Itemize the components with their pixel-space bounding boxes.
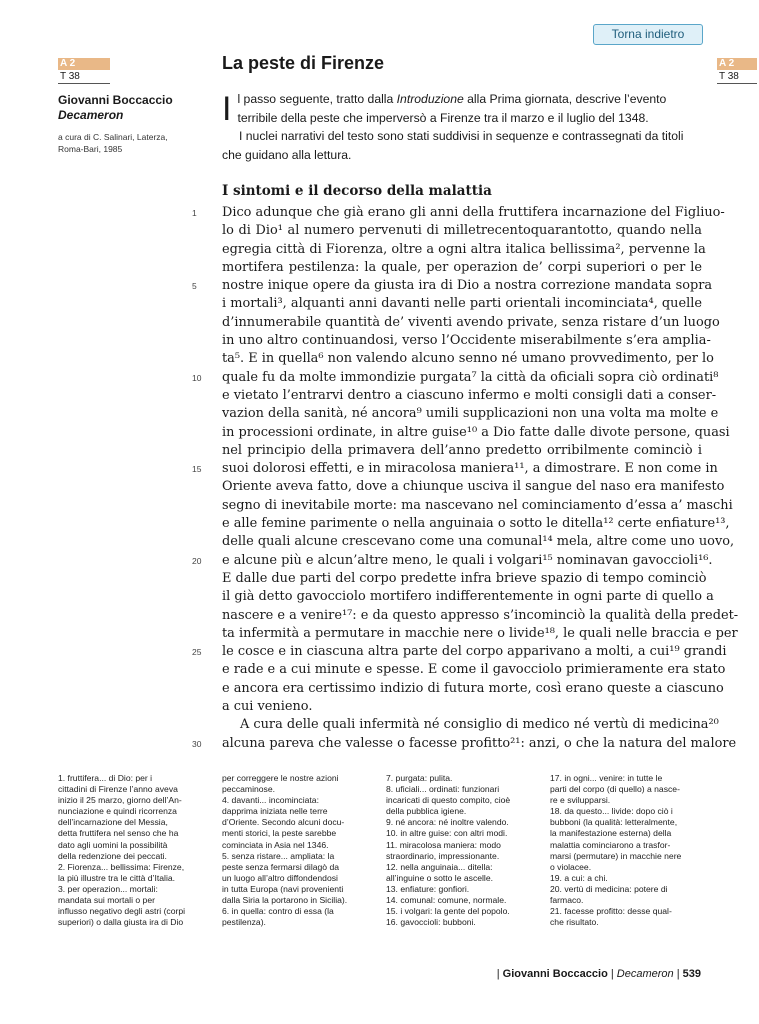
text-line [222,698,702,716]
page-number: 539 [682,968,701,980]
text-line [222,661,726,679]
page-title: La peste di Firenze [222,53,385,73]
notes-column-2 [222,773,372,928]
line-text: alcuna pareva che valesse o facesse profitto²¹: anzi, o che la natura del malore [222,735,737,751]
note-line: 15. i volgari: la gente del popolo. [386,906,510,917]
text-line [222,497,733,515]
unit-badge-right [717,58,757,84]
author-block [58,93,208,123]
line-text: segno di inevitabile morte: ma nascevano nel cominciamento d’essa a’ maschi [222,497,733,513]
note-line: la più illustre tra le città d’Italia. [58,872,176,883]
line-text: e alle femine parimente o nella anguinaia o sotto le ditella¹² certe enfiature¹³, [222,516,730,532]
footer-author: Giovanni Boccaccio [502,968,608,980]
text-line [192,460,718,478]
note-line: 19. a cui: a chi. [550,872,608,883]
text-line [222,570,707,588]
line-text: nascere e a venire¹⁷: e da questo appresso s’incominciò la qualità della predet- [222,607,739,623]
note-line: 12. nella anguinaia... ditella: [386,861,493,872]
line-text: ta infermità a permutare in macchie nere o livide¹⁸, le quali nelle braccia e per [222,625,738,641]
note-line: dalla Siria la portarono in Sicilia). [222,895,348,906]
text-line [222,625,738,643]
notes-column-1 [58,773,208,928]
text-line [222,314,720,332]
note-line: 16. gavoccioli: bubboni. [386,917,476,928]
note-line: 21. facesse profitto: desse qual- [550,906,672,917]
text-line [222,350,714,368]
note-line: cominciata in Asia nel 1346. [222,839,329,850]
intro-drop-letter: I [222,90,232,128]
intro-paragraph-2: I nuclei narrativi del testo sono stati suddivisi in sequenze e contrassegnati da titoli che guidano alla lettura. [222,129,684,162]
notes-column-3 [386,773,536,928]
line-text: nel principio della primavera dell’anno predetto orribilmente cominciò i [222,442,702,458]
line-text: e vietato l’entrarvi dentro a ciascuno infermo e molti consigli dati a conser- [222,387,717,403]
unit-label: A 2 [717,58,757,70]
note-line: mandata sui mortali o per [58,895,155,906]
note-line: 7. purgata: pulita. [386,773,453,783]
line-text: in processioni ordinate, in altre guise¹⁰ a Dio fatte dalle divote persone, quasi [222,424,730,440]
note-line: 10. in altre guise: con altri modi. [386,828,508,839]
note-line: della redenzione dei peccati. [58,850,167,861]
note-line: un luogo all’altro diffondendosi [222,872,338,883]
line-text: e ancora era certissimo indizio di futura morte, così erano queste a ciascuno [222,680,724,696]
note-line: o violacee. [550,861,592,872]
note-line: all’inguine o sotto le ascelle. [386,872,494,883]
text-line [222,259,702,277]
note-line: bubboni (la qualità: letteralmente, [550,817,678,828]
author-name: Giovanni Boccaccio [58,93,173,107]
text-line [222,295,702,313]
note-line: che risultato. [550,917,599,928]
text-line [222,533,735,551]
note-line: 5. senza ristare... ampliata: la [222,850,335,861]
text-line [222,680,724,698]
text-line [222,515,730,533]
text-line [192,735,737,753]
line-number: 15 [192,464,202,475]
note-line: in tutta Europa (navi provenienti [222,883,344,894]
line-text: suoi dolorosi effetti, e in miracolosa maniera¹¹, a dimostrare. E non come in [222,461,718,477]
text-line [192,643,727,661]
line-number: 10 [192,372,202,383]
line-text: egregia città di Fiorenza, oltre a ogni altra italica bellissima², pervenne la [222,241,706,257]
text-line [222,588,714,606]
line-text: i mortali³, alquanti anni davanti nelle parti orientali incominciata⁴, quelle [222,296,702,312]
line-text: il già detto gavocciolo mortifero indifferentemente in ogni parte di quello a [222,589,714,605]
note-line: 14. comunal: comune, normale. [386,895,507,906]
note-line: la manifestazione esterna) della [550,828,672,839]
footer-work: Decameron [616,968,674,980]
unit-badge-left [58,58,110,84]
text-number: T 38 [58,70,110,84]
unit-label: A 2 [58,58,110,70]
text-line [222,442,702,460]
line-number: 1 [192,208,197,218]
note-line: incaricati di questo compito, cioè [386,795,511,806]
note-line: malattia cominciarono a trasfor- [550,839,671,850]
note-line: 6. in quella: contro di essa (la [222,906,334,917]
text-line [192,369,719,387]
line-text: ta⁵. E in quella⁶ non valendo alcuno senno né umano provvedimento, per lo [222,351,714,367]
line-text: Oriente aveva fatto, dove a chiunque usciva il sangue del naso era manifesto [222,479,725,495]
line-text: mortifera pestilenza: la quale, per operazion de’ corpi superiori o per le [222,259,702,275]
text-line [222,241,706,259]
note-line: menti storici, la peste sarebbe [222,828,337,839]
text-line [222,478,725,496]
section-heading: I sintomi e il decorso della malattia [222,183,492,199]
line-number: 5 [192,281,197,292]
line-text: Dico adunque che già erano gli anni della fruttifera incarnazione del Figliuo- [222,205,725,220]
line-number: 25 [192,647,202,658]
text-line [222,424,730,442]
text-line [192,277,713,295]
back-button[interactable]: Torna indietro [593,24,703,45]
line-text: lo di Dio¹ al numero pervenuti di milletrecentoquarantotto, quando nella [222,223,702,239]
text-line [222,387,717,405]
note-line: d’Oriente. Secondo alcuni docu- [222,817,345,828]
work-title: Decameron [58,108,124,122]
line-text: e alcune più e alcun’altre meno, le quali i volgari¹⁵ nominavan gavoccioli¹⁶. [222,552,713,568]
note-line: 11. miracolosa maniera: modo [386,839,501,850]
text-number: T 38 [717,70,757,84]
line-text: vazion della sanità, né ancora⁹ umili supplicazioni non una volta ma molte e [222,406,719,422]
note-line: superiori) o dalla giusta ira di Dio [58,917,184,928]
text-line [222,607,739,625]
line-text: le cosce e in ciascuna altra parte del corpo apparivano a molti, a cui¹⁹ grandi [222,644,727,660]
note-line: per correggere le nostre azioni [222,773,339,783]
note-line: 2. Fiorenza... bellissima: Firenze, [58,861,185,872]
note-line: 9. né ancora: né inoltre valendo. [386,817,509,828]
intro-text: Il passo seguente, tratto dalla Introduzione alla Prima giornata, descrive l’evento terribile della peste che imperversò a Firenze tra il marzo e il luglio del 1348. I nuclei narrativi del testo sono stati suddivisi in sequenze e contrassegnati da titoli che guidano alla lettura. [222,90,702,164]
note-line: inizio il 25 marzo, giorno dell’An- [58,795,182,806]
note-line: 13. enfiature: gonfiori. [386,883,470,894]
note-line: straordinario, impressionante. [386,850,500,861]
line-text: delle quali alcune crescevano come una comunal¹⁴ mela, altre come uno uovo, [222,534,735,550]
note-line: dapprima iniziata nelle terre [222,806,328,817]
note-line: detta fruttifera nel senso che ha [58,828,179,839]
line-text: A cura delle quali infermità né consiglio di medico né vertù di medicina²⁰ [240,717,719,733]
note-line: influsso negativo degli astri (corpi [58,906,186,917]
note-line: nunciazione e quindi ricorrenza [58,806,177,817]
note-line: 17. in ogni... venire: in tutte le [550,773,663,783]
note-line: peccaminose. [222,784,276,795]
notes-column-4 [550,773,700,928]
note-line: 18. da questo... livide: dopo ciò i [550,806,673,817]
line-text: E dalle due parti del corpo predette infra brieve spazio di tempo cominciò [222,570,707,586]
note-line: parti del corpo (di quello) a nasce- [550,784,680,795]
sequence-marker: 1 [208,185,230,225]
line-text: d’innumerabile quantità de’ viventi avendo private, senza ristare d’un luogo [222,314,720,330]
note-line: pestilenza). [222,917,266,928]
line-text: in uno altro continuandosi, verso l’Occidente miserabilmente s’era amplia- [222,333,711,349]
line-text: quale fu da molte immondizie purgata⁷ la città da oficiali sopra ciò ordinati⁸ [222,369,719,385]
note-line: 3. per operazion... mortali: [58,883,158,894]
line-number: 20 [192,555,202,566]
note-line: marsi (permutare) in macchie nere [550,850,682,861]
text-line [222,716,719,734]
note-line: cittadini di Firenze l’anno aveva [58,784,178,795]
note-line: 4. davanti... incominciata: [222,795,319,806]
note-line: dell’incarnazione del Messia, [58,817,168,828]
note-line: dato agli uomini la possibilità [58,839,168,850]
note-line: 1. fruttifera... di Dio: per i [58,773,153,783]
note-line: 20. vertù di medicina: potere di [550,883,668,894]
note-line: re e svilupparsi. [550,795,611,806]
note-line: 8. uficiali... ordinati: funzionari [386,784,500,795]
page-footer: | Giovanni Boccaccio | Decameron | 539 [496,968,701,980]
text-line [222,405,719,423]
line-text: a cui venieno. [222,699,313,715]
line-text: nostre inique opere da giusta ira di Dio a nostra correzione mandata sopra [222,278,713,294]
note-line: peste senza fermarsi dilagò da [222,861,340,872]
note-line: della pubblica igiene. [386,806,467,817]
note-line: farmaco. [550,895,584,906]
line-text: e rade e a cui minute e spesse. E come il gavocciolo primieramente era stato [222,662,726,678]
edition-info: a cura di C. Salinari, Laterza, Roma-Bari, 1985 [58,132,168,154]
text-line [222,332,711,350]
line-number: 30 [192,738,202,749]
text-line [192,552,713,570]
text-line [222,222,702,240]
